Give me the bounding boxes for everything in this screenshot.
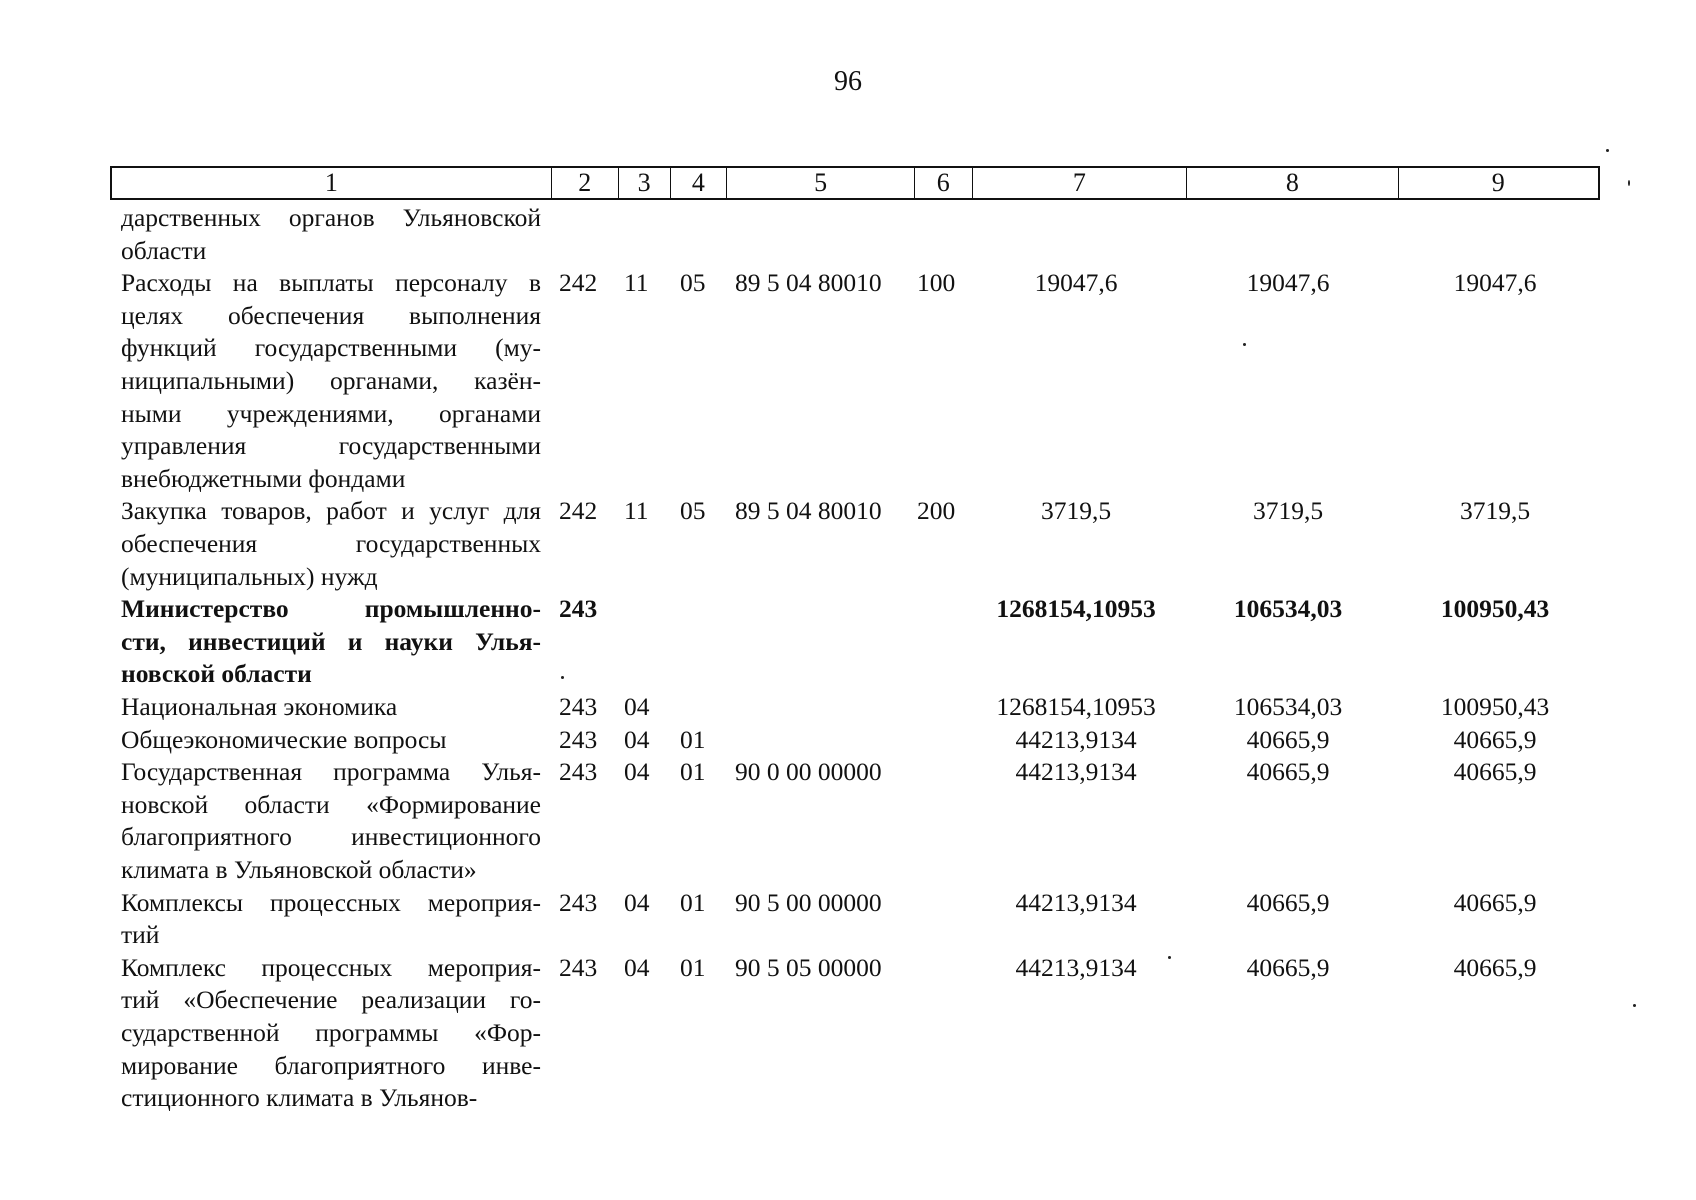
header-col-7: 7: [973, 168, 1187, 198]
cell-col-3: 04: [624, 692, 650, 721]
row-name-line: ниципальными) органами, казён-: [121, 365, 541, 395]
cell-col-3: 04: [624, 724, 650, 754]
row-name: [121, 593, 541, 691]
cell-col-6: 100: [917, 268, 956, 298]
row-name: [121, 887, 541, 952]
row-name-line: Национальная экономика: [121, 692, 398, 721]
cell-col-5: 90 5 05 00000: [735, 952, 882, 982]
cell-col-2: 243: [559, 692, 598, 721]
cell-col-8: 3719,5: [1252, 496, 1324, 526]
row-name-line: Закупка товаров, работ и услуг для: [121, 496, 541, 526]
cell-col-6: 200: [917, 496, 956, 526]
row-name-line: области: [121, 235, 207, 265]
row-name-line: новской области «Формирование: [121, 789, 541, 819]
row-name-line: тий «Обеспечение реализации го-: [121, 985, 541, 1015]
row-name-line: Министерство промышленно-: [121, 594, 541, 624]
cell-col-8: 19047,6: [1246, 268, 1330, 298]
row-name-line: Комплекс процессных мероприя-: [121, 952, 541, 982]
row-name: [121, 267, 541, 495]
cell-col-7: 19047,6: [1034, 268, 1118, 298]
row-name-line: внебюджетными фондами: [121, 463, 406, 493]
header-col-2: 2: [552, 168, 619, 198]
cell-col-7: 1268154,10953: [996, 692, 1156, 721]
cell-col-8: 106534,03: [1233, 594, 1343, 624]
cell-col-3: 04: [624, 952, 650, 982]
cell-col-2: 243: [559, 724, 598, 754]
cell-col-4: 05: [680, 268, 706, 298]
cell-col-9: 100950,43: [1440, 594, 1550, 624]
row-name: [121, 724, 541, 757]
row-name-line: (муниципальных) нужд: [121, 561, 378, 591]
cell-col-5: 89 5 04 80010: [735, 268, 882, 298]
cell-col-5: 90 5 00 00000: [735, 887, 882, 917]
row-name-line: тий: [121, 920, 160, 950]
cell-col-7: 44213,9134: [1015, 757, 1137, 787]
row-name-line: сти, инвестиций и науки Улья-: [121, 626, 541, 656]
cell-col-9: 19047,6: [1453, 268, 1537, 298]
cell-col-3: 04: [624, 757, 650, 787]
header-col-6: 6: [915, 168, 973, 198]
cell-col-3: 04: [624, 887, 650, 917]
cell-col-2: 243: [559, 757, 598, 787]
row-name-line: климата в Ульяновской области»: [121, 854, 477, 884]
cell-col-2: 243: [559, 952, 598, 982]
cell-col-3: 11: [624, 496, 649, 526]
header-col-1: 1: [112, 168, 552, 198]
cell-col-4: 01: [680, 724, 706, 754]
row-name: [121, 756, 541, 886]
row-name-line: Комплексы процессных мероприя-: [121, 887, 541, 917]
cell-col-8: 40665,9: [1246, 952, 1330, 982]
cell-col-4: 01: [680, 757, 706, 787]
page-number: 96: [834, 66, 862, 97]
table-header: [110, 166, 1600, 200]
scan-speck: [1168, 956, 1171, 959]
row-name-line: обеспечения государственных: [121, 528, 541, 558]
cell-col-4: 05: [680, 496, 706, 526]
cell-col-4: 01: [680, 952, 706, 982]
scan-speck: [1243, 343, 1246, 346]
row-name-line: Расходы на выплаты персоналу в: [121, 268, 541, 298]
row-name-line: мирование благоприятного инве-: [121, 1050, 541, 1080]
cell-col-2: 243: [559, 887, 598, 917]
row-name-line: управления государственными: [121, 431, 541, 461]
cell-col-7: 44213,9134: [1015, 952, 1137, 982]
cell-col-3: 11: [624, 268, 649, 298]
cell-col-2: 242: [559, 268, 598, 298]
row-name: [121, 952, 541, 1115]
header-col-8: 8: [1187, 168, 1398, 198]
cell-col-9: 40665,9: [1453, 952, 1537, 982]
cell-col-5: 90 0 00 00000: [735, 757, 882, 787]
cell-col-7: 44213,9134: [1015, 887, 1137, 917]
cell-col-5: 89 5 04 80010: [735, 496, 882, 526]
header-col-4: 4: [671, 168, 728, 198]
row-name-line: новской области: [121, 659, 312, 689]
header-col-9: 9: [1491, 168, 1505, 197]
cell-col-8: 40665,9: [1246, 887, 1330, 917]
cell-col-2: 242: [559, 496, 598, 526]
cell-col-8: 106534,03: [1233, 692, 1343, 721]
row-name-line: функций государственными (му-: [121, 333, 541, 363]
row-name-line: благоприятного инвестиционного: [121, 822, 541, 852]
header-col-3: 3: [619, 168, 671, 198]
cell-col-7: 1268154,10953: [996, 594, 1156, 624]
cell-col-8: 40665,9: [1246, 724, 1330, 754]
scan-speck: [1628, 180, 1630, 186]
cell-col-7: 44213,9134: [1015, 724, 1137, 754]
cell-col-2: 243: [559, 594, 598, 624]
header-col-5: 5: [727, 168, 915, 198]
cell-col-4: 01: [680, 887, 706, 917]
row-name-line: дарственных органов Ульяновской: [121, 203, 541, 232]
row-name: [121, 691, 541, 724]
row-name: [121, 202, 541, 267]
row-name-line: сударственной программы «Фор-: [121, 1017, 541, 1047]
row-name-line: Государственная программа Улья-: [121, 757, 541, 787]
row-name-line: ными учреждениями, органами: [121, 398, 541, 428]
cell-col-9: 40665,9: [1453, 887, 1537, 917]
cell-col-9: 3719,5: [1459, 496, 1531, 526]
row-name-line: целях обеспечения выполнения: [121, 300, 541, 330]
scan-speck: [1606, 149, 1609, 152]
cell-col-9: 40665,9: [1453, 757, 1537, 787]
cell-col-8: 40665,9: [1246, 757, 1330, 787]
row-name-line: Общеэкономические вопросы: [121, 724, 447, 754]
cell-col-9: 40665,9: [1453, 724, 1537, 754]
cell-col-9: 100950,43: [1440, 692, 1550, 721]
cell-col-7: 3719,5: [1040, 496, 1112, 526]
row-name: [121, 495, 541, 593]
scan-speck: [1633, 1004, 1636, 1007]
scan-speck: [561, 676, 564, 679]
row-name-line: стиционного климата в Ульянов-: [121, 1083, 478, 1113]
